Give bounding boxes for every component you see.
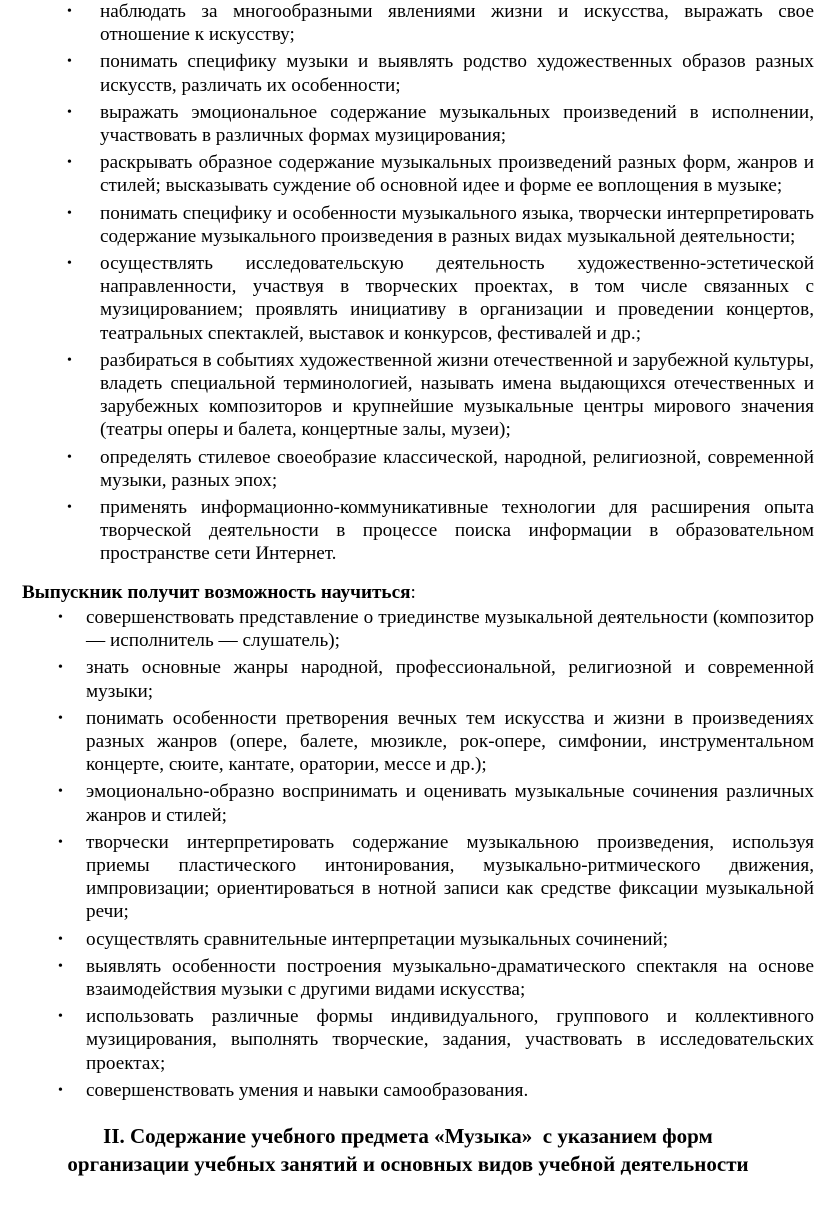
list-item: • применять информационно-коммуникативные технологии для расширения опыта творческой деятельности в процессе поиска информации в образовательном пространстве сети Интернет. bbox=[67, 497, 814, 565]
bullet-icon: • bbox=[58, 1009, 63, 1025]
opportunities-list bbox=[58, 606, 814, 1106]
list-item: • разбираться в событиях художественной жизни отечественной и зарубежной культуры, владеть специальной терминологией, называть имена выдающихся отечественных и зарубежных композиторов и крупнейшие музыкальные центры мирового значения (театры оперы и балета, концертные залы, музеи); bbox=[67, 349, 814, 441]
list-item: • совершенствовать представление о триединстве музыкальной деятельности (композитор — исполнитель — слушатель); bbox=[58, 607, 814, 652]
outcomes-list bbox=[67, 0, 814, 570]
section-lead bbox=[22, 581, 416, 604]
list-item: • понимать специфику музыки и выявлять родство художественных образов разных искусств, различать их особенности; bbox=[67, 51, 814, 96]
list-item: • эмоционально-образно воспринимать и оценивать музыкальные сочинения различных жанров и стилей; bbox=[58, 781, 814, 826]
list-item: • осуществлять сравнительные интерпретации музыкальных сочинений; bbox=[58, 928, 669, 950]
heading-line-1: II. Содержание учебного предмета «Музыка» с указанием форм bbox=[103, 1124, 713, 1148]
bullet-icon: • bbox=[58, 710, 63, 726]
bullet-icon: • bbox=[67, 155, 72, 171]
list-item: • творчески интерпретировать содержание музыкальною произведения, используя приемы пластического интонирования, музыкально-ритмического движения, импровизации; ориентироваться в нотной записи как средстве фиксации музыкальной речи; bbox=[58, 831, 814, 923]
bullet-icon: • bbox=[67, 54, 72, 70]
list-item: • выявлять особенности построения музыкально-драматического спектакля на основе взаимодействия музыки с другими видами искусства; bbox=[58, 955, 814, 1001]
bullet-icon: • bbox=[67, 205, 72, 221]
bullet-icon: • bbox=[58, 610, 63, 625]
list-item: • раскрывать образное содержание музыкальных произведений разных форм, жанров и стилей; высказывать суждение об основной идее и форме ее воплощения в музыке; bbox=[67, 152, 814, 197]
list-item: • понимать особенности претворения вечных тем искусства и жизни в произведениях разных жанров (опере, балете, мюзикле, рок-опере, симфонии, инструментальном концерте, сюите, кантате, оратории, мессе и др.); bbox=[58, 707, 814, 776]
bullet-icon: • bbox=[67, 4, 72, 19]
bullet-icon: • bbox=[58, 931, 63, 947]
heading-line-2: организации учебных занятий и основных видов учебной деятельности bbox=[67, 1152, 749, 1176]
bullet-icon: • bbox=[58, 834, 63, 850]
bullet-icon: • bbox=[67, 104, 72, 120]
list-item: • наблюдать за многообразными явлениями жизни и искусства, выражать свое отношение к искусству; bbox=[67, 1, 814, 46]
section-heading bbox=[0, 1122, 816, 1178]
lead-colon: : bbox=[410, 582, 416, 603]
bullet-icon: • bbox=[58, 784, 63, 800]
bullet-icon: • bbox=[67, 352, 72, 368]
bullet-icon: • bbox=[58, 660, 63, 676]
list-item: • выражать эмоциональное содержание музыкальных произведений в исполнении, участвовать в различных формах музицирования; bbox=[67, 101, 814, 147]
bullet-icon: • bbox=[67, 449, 72, 465]
bullet-icon: • bbox=[58, 1082, 63, 1098]
lead-bold-text: Выпускник получит возможность научиться bbox=[22, 582, 411, 603]
list-item: • использовать различные формы индивидуального, группового и коллективного музицирования, выполнять творческие, задания, участвовать в исследовательских проектах; bbox=[58, 1006, 814, 1074]
bullet-icon: • bbox=[58, 958, 63, 974]
list-item: • знать основные жанры народной, профессиональной, религиозной и современной музыки; bbox=[58, 657, 814, 702]
list-item: • понимать специфику и особенности музыкального языка, творчески интерпретировать содержание музыкального произведения в разных видах музыкальной деятельности; bbox=[67, 202, 814, 247]
list-item: • совершенствовать умения и навыки самообразования. bbox=[58, 1079, 529, 1101]
list-item: • определять стилевое своеобразие классической, народной, религиозной, современной музыки, разных эпох; bbox=[67, 446, 814, 491]
bullet-icon: • bbox=[67, 500, 72, 516]
list-item: • осуществлять исследовательскую деятельность художественно-эстетической направленности, участвуя в творческих проектах, в том числе связанных с музицированием; проявлять инициативу в организации и проведении концертов, театральных спектаклей, выставок и конкурсов, фестивалей и др.; bbox=[67, 253, 814, 344]
bullet-icon: • bbox=[67, 256, 72, 272]
